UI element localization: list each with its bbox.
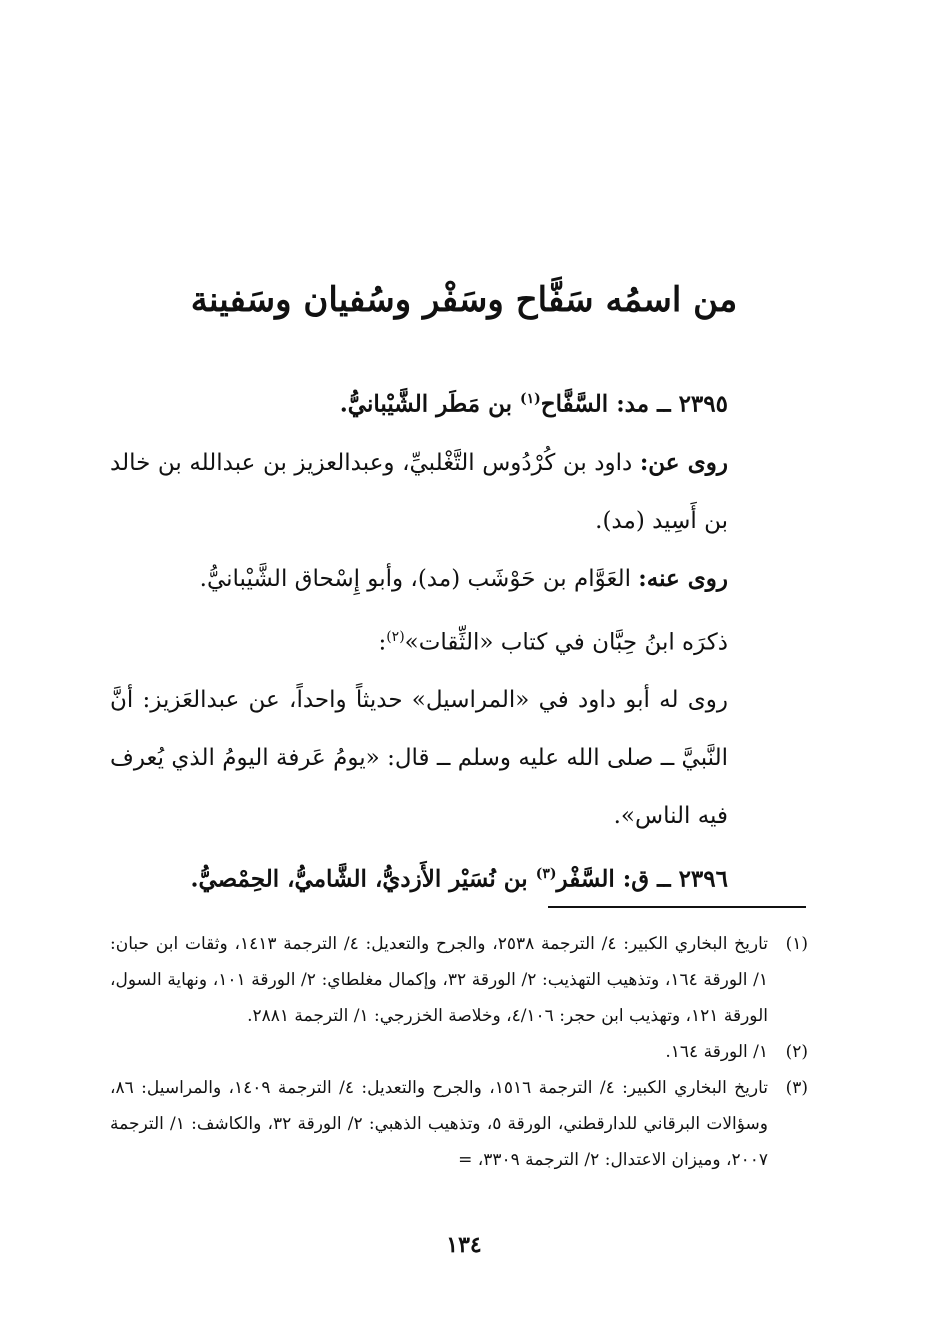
narrated-by-paragraph <box>110 550 808 608</box>
footnote-number: (٢) <box>785 1042 808 1062</box>
mentioned-by-end: : <box>378 629 387 656</box>
footnote-2 <box>110 1034 808 1070</box>
footnote-separator <box>548 906 806 908</box>
entry-heading-2396-text: ٢٣٩٦ ــ ق: السَّفْر <box>556 865 728 893</box>
footnote-ref-1: (١) <box>520 391 541 407</box>
entry-heading-2395 <box>110 370 808 434</box>
footnote-text: تاريخ البخاري الكبير: ٤/ الترجمة ٢٥٣٨، والجرح والتعديل: ٤/ الترجمة ١٤١٣، وثقات ابن حبان: ١/ الورقة ١٦٤، وتذهيب التهذيب: ٢/ الورقة ٣٢، وإكمال مغلطاي: ٢/ الورقة ١٠١، ونهاية السول، الورقة ١٢١، وتهذيب ابن حجر: ٤/١٠٦، وخلاصة الخزرجي: ١/ الترجمة ٢٨٨١. <box>110 934 769 1026</box>
footnotes <box>110 926 808 1178</box>
entry-heading-2396-end: بن نُسَيْر الأَزديُّ، الشَّاميُّ، الحِمْصيُّ. <box>190 865 536 893</box>
footnote-number: (١) <box>785 934 808 954</box>
mentioned-by-paragraph <box>110 608 808 672</box>
footnote-ref-3: (٣) <box>535 866 557 883</box>
entry-heading-2395-text: ٢٣٩٥ ــ مد: السَّفَّاح <box>540 390 728 418</box>
footnote-text: تاريخ البخاري الكبير: ٤/ الترجمة ١٥١٦، والجرح والتعديل: ٤/ الترجمة ١٤٠٩، والمراسيل: ٨٦، وسؤالات البرقاني للدارقطني، الورقة ٥، وتذهيب الذهبي: ٢/ الورقة ٣٢، والكاشف: ١/ الترجمة ٢٠٠٧، وميزان الاعتدال: ٢/ الترجمة ٣٣٠٩، = <box>110 1078 768 1170</box>
page-number: ١٣٤ <box>446 1232 482 1258</box>
footnote-ref-2: (٢) <box>386 628 405 645</box>
section-title: من اسمُه سَفَّاح وسَفْر وسُفيان وسَفينة <box>190 280 738 320</box>
footnote-number: (٣) <box>785 1078 808 1098</box>
footnote-3 <box>110 1070 808 1178</box>
entry-heading-2396 <box>110 845 808 909</box>
narrated-by-text: العَوَّام بن حَوْشَب (مد)، وأبو إِسْحاق الشَّيْبانيُّ. <box>199 565 639 592</box>
narrated-from-text: داود بن كُرْدُوس التَّغْلبيِّ، وعبدالعزيز بن عبدالله بن خالد بن أَسِيد (مد). <box>110 449 728 534</box>
narrated-from-paragraph <box>110 434 808 550</box>
mentioned-by-text: ذكرَه ابنُ حِبَّان في كتاب «الثِّقات» <box>404 629 728 656</box>
narrated-by-label: روى عنه: <box>638 564 728 592</box>
main-text <box>110 370 808 909</box>
narrated-from-label: روى عن: <box>639 448 728 476</box>
footnote-text: ١/ الورقة ١٦٤. <box>665 1042 768 1062</box>
entry-heading-2395-end: بن مَطَر الشَّيْبانيُّ. <box>339 390 520 418</box>
hadith-paragraph: روى له أبو داود في «المراسيل» حديثاً واحداً، عن عبدالعَزيز: أنَّ النَّبيَّ ــ صلى الله عليه وسلم ــ قال: «يومُ عَرفة اليومُ الذي يُعرف فيه الناس». <box>110 687 728 830</box>
footnote-1 <box>110 926 808 1034</box>
